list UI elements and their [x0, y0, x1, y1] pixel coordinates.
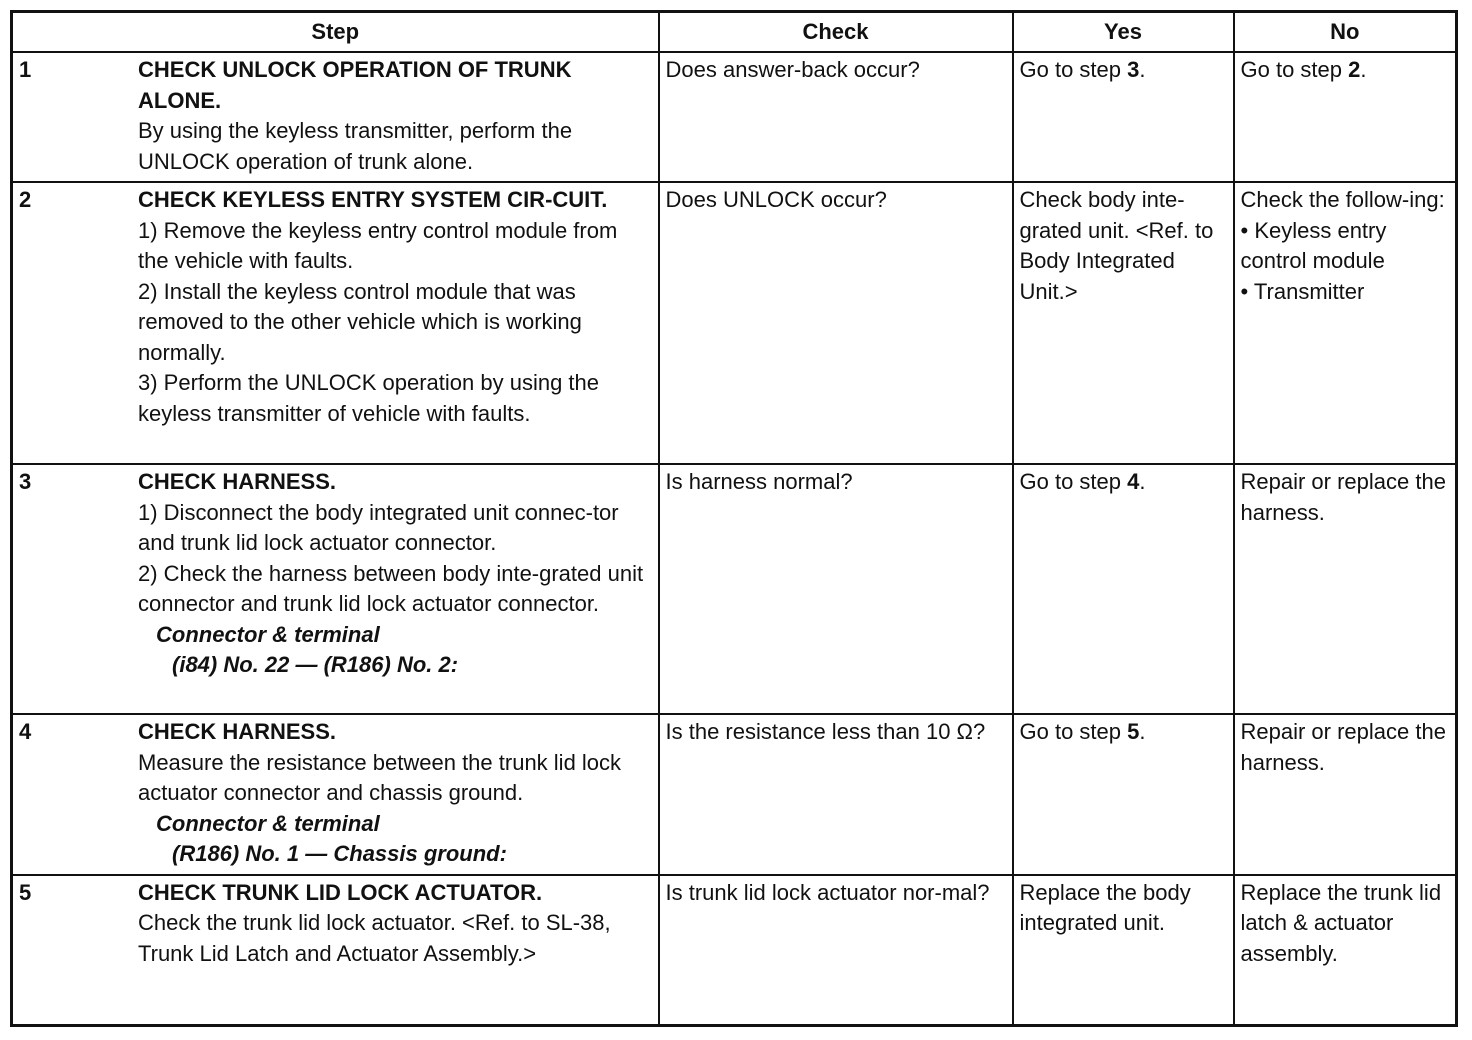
no-cell: Repair or replace the harness.: [1234, 714, 1457, 875]
header-row: [12, 12, 1457, 53]
step-number: 4: [19, 719, 32, 744]
yes-cell: Go to step 5.: [1013, 714, 1234, 875]
diagnostic-table: [10, 10, 1458, 1027]
step-substep: 2) Install the keyless control module that was removed to the other vehicle which is working normally.: [138, 278, 582, 365]
bullet-item: • Transmitter: [1240, 278, 1365, 304]
check-cell: Is trunk lid lock actuator nor-mal?: [659, 875, 1013, 1026]
yes-cell: Check body inte-grated unit. <Ref. to Body Integrated Unit.>: [1013, 182, 1234, 464]
step-substep: 3) Perform the UNLOCK operation by using the keyless transmitter of vehicle with faults.: [138, 370, 600, 426]
step-number: 1: [19, 57, 32, 82]
table-row: [12, 52, 1457, 182]
connector-label: Connector & terminal: [156, 810, 380, 836]
step-body: Check the trunk lid lock actuator. <Ref. to SL-38, Trunk Lid Latch and Actuator Assembly.>: [138, 910, 611, 966]
yes-cell: Replace the body integrated unit.: [1013, 875, 1234, 1026]
step-number: 5: [19, 879, 32, 905]
no-cell: Repair or replace the harness.: [1234, 464, 1457, 714]
connector-value: (i84) No. 22 — (R186) No. 2:: [172, 652, 459, 677]
step-number: 2: [19, 187, 32, 212]
step-title: CHECK HARNESS.: [138, 719, 337, 744]
step-substep: 1) Remove the keyless entry control module from the vehicle with faults.: [138, 217, 618, 273]
no-cell: [1234, 182, 1457, 464]
yes-cell: Go to step 3.: [1013, 52, 1234, 182]
step-title: CHECK KEYLESS ENTRY SYSTEM CIR-CUIT.: [138, 187, 608, 212]
step-substep: 1) Disconnect the body integrated unit connec-tor and trunk lid lock actuator connector.: [138, 499, 619, 555]
step-title: CHECK TRUNK LID LOCK ACTUATOR.: [138, 879, 543, 905]
header-step: Step: [12, 12, 659, 53]
check-cell: Is the resistance less than 10 Ω?: [659, 714, 1013, 875]
table-row: [12, 875, 1457, 1026]
check-cell: Does answer-back occur?: [659, 52, 1013, 182]
step-cell: [12, 52, 659, 182]
step-number: 3: [19, 469, 32, 494]
no-intro: Check the follow-ing:: [1240, 187, 1445, 212]
check-cell: Does UNLOCK occur?: [659, 182, 1013, 464]
step-cell: [12, 464, 659, 714]
connector-value: (R186) No. 1 — Chassis ground:: [172, 841, 507, 866]
step-body: By using the keyless transmitter, perform the UNLOCK operation of trunk alone.: [138, 118, 573, 174]
header-no: No: [1234, 12, 1457, 53]
table-row: [12, 182, 1457, 464]
yes-cell: Go to step 4.: [1013, 464, 1234, 714]
step-title: CHECK UNLOCK OPERATION OF TRUNK ALONE.: [138, 57, 572, 113]
no-cell: Go to step 2.: [1234, 52, 1457, 182]
step-body: Measure the resistance between the trunk lid lock actuator connector and chassis ground.: [138, 749, 622, 805]
step-cell: [12, 875, 659, 1026]
table-row: [12, 714, 1457, 875]
table-row: [12, 464, 1457, 714]
header-check: Check: [659, 12, 1013, 53]
no-cell: Replace the trunk lid latch & actuator assembly.: [1234, 875, 1457, 1026]
header-yes: Yes: [1013, 12, 1234, 53]
bullet-item: • Keyless entry control module: [1240, 217, 1387, 273]
step-title: CHECK HARNESS.: [138, 469, 337, 494]
connector-label: Connector & terminal: [156, 621, 380, 647]
step-cell: [12, 714, 659, 875]
check-cell: Is harness normal?: [659, 464, 1013, 714]
step-cell: [12, 182, 659, 464]
step-substep: 2) Check the harness between body inte-grated unit connector and trunk lid lock actuator connector.: [138, 560, 644, 616]
